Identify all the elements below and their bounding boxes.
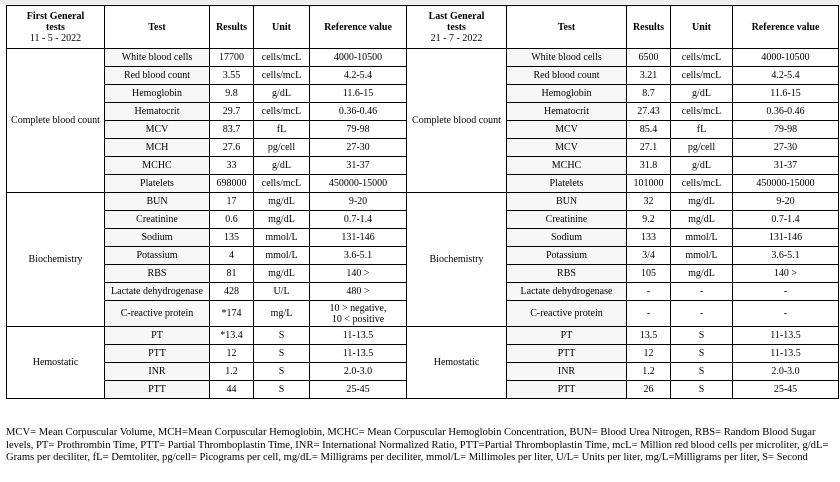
result-value-cell: 698000 [210,175,254,193]
first-tests-title-2: tests [46,21,65,33]
reference-value-cell: 0.36-0.46 [733,103,839,121]
result-value-cell: 85.4 [627,121,671,139]
result-value-cell: 135 [210,229,254,247]
result-value-cell: 12 [627,345,671,363]
reference-value-cell: 140 > [733,265,839,283]
test-name-cell: Red blood count [507,67,627,85]
unit-cell: cells/mcL [254,67,310,85]
unit-cell: mg/dL [254,193,310,211]
test-name-cell: White blood cells [105,49,210,67]
unit-cell: cells/mcL [254,103,310,121]
reference-value-cell: 31-37 [310,157,407,175]
last-tests-header [407,6,507,49]
reference-value-cell: 450000-15000 [733,175,839,193]
result-value-cell: 428 [210,283,254,301]
result-value-cell: 81 [210,265,254,283]
reference-value-cell: 0.36-0.46 [310,103,407,121]
reference-value-cell: 79-98 [733,121,839,139]
reference-value-cell: 11.6-15 [733,85,839,103]
abbreviations-note: MCV= Mean Corpuscular Volume, MCH=Mean Corpuscular Hemoglobin, MCHC= Mean Corpuscular Hemoglobin Concentration, BUN= Blood Urea Nitrogen, RBS= Random Blood Sugar levels, PT= Prothrombin Time, PTT= Partial Thromboplastin Time, INR= International Normalized Ratio, PTT=Partial Thromboplastin Time, mcL= Million red blood cells per microliter, g/dL= Grams per deciliter, fL= Demtoliter, pg/cell= Picograms per cell, mg/dL= Milligrams per deciliter, mmol/L= Millimoles per liter, U/L= Units per liter, mg/L=Milligrams per liter, S= Second [6,427,829,464]
test-name-cell: Hematocrit [105,103,210,121]
unit-cell: cells/mcL [671,49,733,67]
test-name-cell: MCH [105,139,210,157]
reference-value-cell: 0.7-1.4 [310,211,407,229]
test-name-cell: Sodium [105,229,210,247]
unit-column-header: Unit [254,6,310,49]
result-value-cell: 33 [210,157,254,175]
result-value-cell: 3.55 [210,67,254,85]
reference-value-cell: 27-30 [733,139,839,157]
unit-cell: U/L [254,283,310,301]
reference-value-cell: 11-13.5 [733,327,839,345]
test-name-cell: INR [507,363,627,381]
result-value-cell: - [627,301,671,327]
test-name-cell: INR [105,363,210,381]
unit-cell: pg/cell [671,139,733,157]
unit-cell: mg/dL [254,265,310,283]
reference-value-cell: 11-13.5 [733,345,839,363]
unit-cell: - [671,283,733,301]
test-name-cell: Creatinine [507,211,627,229]
header-row [7,6,839,49]
result-value-cell: 9.2 [627,211,671,229]
result-value-cell: 101000 [627,175,671,193]
test-name-cell: MCV [105,121,210,139]
result-value-cell: 32 [627,193,671,211]
reference-value-cell: - [733,301,839,327]
lab-results-table [6,5,839,399]
reference-value-cell: 9-20 [310,193,407,211]
test-name-cell: Lactate dehydrogenase [105,283,210,301]
unit-cell: g/dL [671,157,733,175]
reference-value-cell: - [733,283,839,301]
test-name-cell: BUN [507,193,627,211]
table-row [7,49,839,67]
test-name-cell: RBS [507,265,627,283]
result-value-cell: 44 [210,381,254,399]
test-name-cell: Platelets [105,175,210,193]
unit-cell: S [254,363,310,381]
reference-value-cell: 3.6-5.1 [310,247,407,265]
reference-line: 10 > negative, [329,302,387,314]
unit-cell: mg/dL [671,193,733,211]
unit-cell: S [671,345,733,363]
test-name-cell: Potassium [105,247,210,265]
unit-cell: fL [671,121,733,139]
result-value-cell: 17700 [210,49,254,67]
unit-cell: cells/mcL [671,103,733,121]
first-tests-date: 11 - 5 - 2022 [29,32,82,44]
result-value-cell: *13.4 [210,327,254,345]
result-value-cell: 3.21 [627,67,671,85]
unit-cell: cells/mcL [254,49,310,67]
test-name-cell: PTT [507,381,627,399]
table-row [7,327,839,345]
unit-cell: mmol/L [254,229,310,247]
reference-value-cell: 131-146 [310,229,407,247]
result-value-cell: 9.8 [210,85,254,103]
unit-cell: mmol/L [671,247,733,265]
hemo-category-label: Hemostatic [407,327,507,399]
unit-cell: S [254,327,310,345]
result-value-cell: 29.7 [210,103,254,121]
unit-cell: g/dL [671,85,733,103]
last-tests-title: Last General [428,10,485,22]
result-value-cell: - [627,283,671,301]
result-value-cell: 31.8 [627,157,671,175]
unit-cell: mmol/L [671,229,733,247]
reference-value-cell: 140 > [310,265,407,283]
result-value-cell: 26 [627,381,671,399]
unit-cell: mg/dL [671,265,733,283]
result-value-cell: 13.5 [627,327,671,345]
reference-value-cell: 4.2-5.4 [310,67,407,85]
cbc-category-label: Complete blood count [407,49,507,193]
table-row [7,193,839,211]
reference-value-cell: 11-13.5 [310,327,407,345]
result-value-cell: 1.2 [210,363,254,381]
unit-cell: S [671,363,733,381]
reference-value-cell: 4000-10500 [733,49,839,67]
unit-cell: S [254,345,310,363]
test-name-cell: BUN [105,193,210,211]
biochem-category-label: Biochemistry [407,193,507,327]
test-name-cell: PT [105,327,210,345]
test-name-cell: PTT [105,345,210,363]
unit-cell: S [254,381,310,399]
reference-value-cell: 450000-15000 [310,175,407,193]
result-value-cell: 12 [210,345,254,363]
result-value-cell: 83.7 [210,121,254,139]
result-value-cell: 8.7 [627,85,671,103]
results-column-header: Results [210,6,254,49]
reference-value-cell: 25-45 [733,381,839,399]
result-value-cell: 105 [627,265,671,283]
hemo-category-label: Hemostatic [7,327,105,399]
reference-value-cell: 9-20 [733,193,839,211]
test-name-cell: PTT [105,381,210,399]
unit-cell: mg/L [254,301,310,327]
test-name-cell: Platelets [507,175,627,193]
test-name-cell: Potassium [507,247,627,265]
reference-value-cell: 2.0-3.0 [733,363,839,381]
result-value-cell: *174 [210,301,254,327]
result-value-cell: 3/4 [627,247,671,265]
result-value-cell: 0.6 [210,211,254,229]
unit-cell: g/dL [254,157,310,175]
reference-value-cell: 2.0-3.0 [310,363,407,381]
results-column-header: Results [627,6,671,49]
cbc-category-label: Complete blood count [7,49,105,193]
reference-value-cell: 27-30 [310,139,407,157]
reference-value-cell: 31-37 [733,157,839,175]
result-value-cell: 27.1 [627,139,671,157]
first-tests-header [7,6,105,49]
reference-value-cell: 131-146 [733,229,839,247]
unit-cell: g/dL [254,85,310,103]
test-name-cell: C-reactive protein [105,301,210,327]
test-name-cell: Red blood count [105,67,210,85]
test-name-cell: Hematocrit [507,103,627,121]
result-value-cell: 27.6 [210,139,254,157]
reference-value-cell: 11-13.5 [310,345,407,363]
test-name-cell: Lactate dehydrogenase [507,283,627,301]
last-tests-title-2: tests [447,21,466,33]
first-tests-title: First General [26,10,85,22]
unit-cell: cells/mcL [671,175,733,193]
test-column-header: Test [105,6,210,49]
reference-column-header: Reference value [733,6,839,49]
reference-value-cell: 4000-10500 [310,49,407,67]
test-name-cell: MCHC [507,157,627,175]
unit-cell: - [671,301,733,327]
test-name-cell: MCV [507,121,627,139]
result-value-cell: 1.2 [627,363,671,381]
test-name-cell: MCHC [105,157,210,175]
test-column-header: Test [507,6,627,49]
test-name-cell: MCV [507,139,627,157]
reference-value-cell: 4.2-5.4 [733,67,839,85]
test-name-cell: PT [507,327,627,345]
test-name-cell: RBS [105,265,210,283]
unit-column-header: Unit [671,6,733,49]
reference-line: 10 < positive [331,313,385,325]
unit-cell: S [671,381,733,399]
reference-value-cell: 79-98 [310,121,407,139]
reference-value-cell: 11.6-15 [310,85,407,103]
unit-cell: fL [254,121,310,139]
biochem-category-label: Biochemistry [7,193,105,327]
unit-cell: mg/dL [671,211,733,229]
result-value-cell: 133 [627,229,671,247]
reference-value-cell: 25-45 [310,381,407,399]
result-value-cell: 6500 [627,49,671,67]
reference-value-cell: 0.7-1.4 [733,211,839,229]
unit-cell: mmol/L [254,247,310,265]
unit-cell: S [671,327,733,345]
test-name-cell: Hemoglobin [105,85,210,103]
test-name-cell: White blood cells [507,49,627,67]
reference-value-cell [310,301,407,327]
reference-column-header: Reference value [310,6,407,49]
top-border [0,0,840,4]
result-value-cell: 17 [210,193,254,211]
test-name-cell: Hemoglobin [507,85,627,103]
test-name-cell: PTT [507,345,627,363]
reference-value-cell: 480 > [310,283,407,301]
result-value-cell: 27.43 [627,103,671,121]
unit-cell: cells/mcL [254,175,310,193]
last-tests-date: 21 - 7 - 2022 [430,32,483,44]
result-value-cell: 4 [210,247,254,265]
test-name-cell: Sodium [507,229,627,247]
unit-cell: pg/cell [254,139,310,157]
unit-cell: cells/mcL [671,67,733,85]
reference-value-cell: 3.6-5.1 [733,247,839,265]
test-name-cell: C-reactive protein [507,301,627,327]
unit-cell: mg/dL [254,211,310,229]
test-name-cell: Creatinine [105,211,210,229]
